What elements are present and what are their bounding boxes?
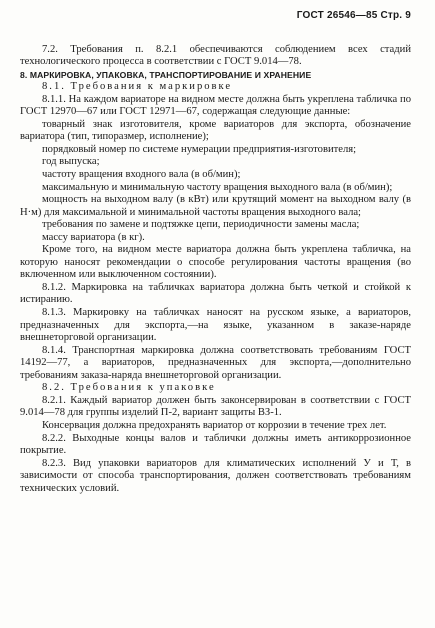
- paragraph-additional-plate: Кроме того, на видном месте вариатора должна быть укреплена табличка, на которую наносят рекомендации о способе регулирования частоты вращения (во включенном или выключенном состоянии).: [20, 244, 411, 281]
- section-title: 8. МАРКИРОВКА, УПАКОВКА, ТРАНСПОРТИРОВАНИЕ И ХРАНЕНИЕ: [20, 69, 312, 80]
- list-item: год выпуска;: [42, 156, 100, 168]
- paragraph-7-2: 7.2. Требования п. 8.2.1 обеспечиваются соблюдением всех стадий технологического процесса в соответствии с ГОСТ 9.014—78.: [20, 43, 411, 68]
- document-body: [20, 44, 411, 496]
- list-item: требования по замене и подтяжке цепи, периодичности замены масла;: [42, 219, 360, 231]
- paragraph-8-2-2: 8.2.2. Выходные концы валов и таблички должны иметь антикоррозионное покрытие.: [20, 432, 411, 457]
- paragraph-conservation: Консервация должна предохранять вариатор от коррозии в течение трех лет.: [42, 419, 387, 431]
- list-item: частоту вращения входного вала (в об/мин);: [42, 169, 241, 181]
- list-item: порядковый номер по системе нумерации предприятия-изготовителя;: [42, 143, 357, 155]
- paragraph-8-1-4: 8.1.4. Транспортная маркировка должна соответствовать требованиям ГОСТ 14192—77, а вариаторов, предназначенных для экспорта,—дополнительно требованиям заказа-наряда внешнеторговой организации.: [20, 344, 411, 381]
- subsection-8-1-title: 8.1. Требования к маркировке: [42, 81, 233, 93]
- paragraph-8-1-2: 8.1.2. Маркировка на табличках вариатора должна быть четкой и стойкой к истиранию.: [20, 281, 411, 306]
- paragraph-8-1-1: 8.1.1. На каждом вариаторе на видном месте должна быть укреплена табличка по ГОСТ 12970—67 или ГОСТ 12971—67, содержащая следующие данные:: [20, 93, 411, 118]
- list-item: товарный знак изготовителя, кроме вариаторов для экспорта, обозначение вариатора (тип, типоразмер, исполнение);: [20, 118, 411, 143]
- subsection-8-2-title: 8.2. Требования к упаковке: [42, 382, 216, 394]
- list-item: максимальную и минимальную частоту вращения выходного вала (в об/мин);: [42, 181, 393, 193]
- page-header: ГОСТ 26546—85 Стр. 9: [296, 10, 411, 21]
- paragraph-8-1-3: 8.1.3. Маркировку на табличках наносят на русском языке, а вариаторов, предназначенных для экспорта,—на языке, указанном в заказе-наряде внешнеторговой организации.: [20, 307, 411, 344]
- list-item: массу вариатора (в кг).: [42, 231, 145, 243]
- list-item: мощность на выходном валу (в кВт) или крутящий момент на выходном валу (в Н·м) для максимальной и минимальной частоты вращения выходного вала;: [20, 194, 411, 218]
- paragraph-8-2-1: 8.2.1. Каждый вариатор должен быть законсервирован в соответствии с ГОСТ 9.014—78 для группы изделий П-2, вариант защиты ВЗ-1.: [20, 394, 411, 419]
- paragraph-8-2-3: 8.2.3. Вид упаковки вариаторов для климатических исполнений У и Т, в зависимости от способа транспортирования, должен соответствовать требованиям технических условий.: [20, 457, 411, 494]
